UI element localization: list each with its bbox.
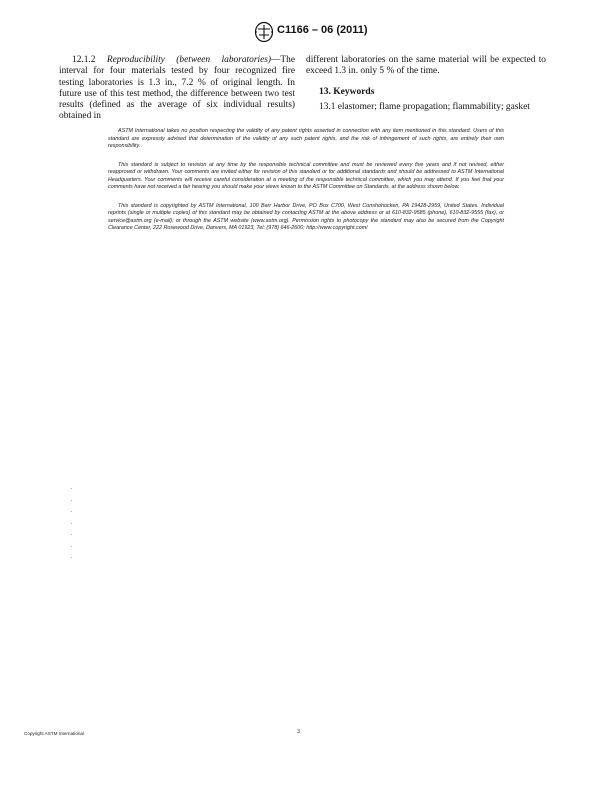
continuation-text: different laboratories on the same material will be expected to exceed 1.3 in. only 5 % of the time. — [306, 55, 546, 77]
footer-copyright: Copyright ASTM International — [24, 731, 85, 736]
astm-logo-icon — [254, 21, 274, 43]
margin-dots — [71, 488, 73, 558]
left-column — [59, 55, 295, 123]
copyright-notice: This standard is copyrighted by ASTM International, 100 Barr Harbor Drive, PO Box C700, West Conshohocken, PA 19428-2959, United States. Individual reprints (single or multiple copies) of this standard may be obtained by contacting ASTM at the above address or at 610-832-9585 (phone), 610-832-9555 (fax), or service@astm.org (e-mail); or through the ASTM website (www.astm.org). Permission rights to photocopy the standard may also be secured from the Copyright Clearance Center, 222 Rosewood Drive, Danvers, MA 01923, Tel: (978) 646-2600; http://www.copyright.com/ — [108, 202, 504, 231]
right-column — [306, 55, 546, 113]
section-12-1-2 — [59, 55, 295, 123]
keywords-heading: 13. Keywords — [319, 86, 375, 97]
astm-notices — [108, 128, 504, 244]
section-number: 12.1.2 — [72, 55, 96, 65]
page-header — [0, 19, 600, 43]
page-number: 3 — [297, 729, 301, 735]
section-term: Reproducibility (between laboratories) — [106, 55, 272, 65]
standard-designation: C1166 – 06 (2011) — [277, 24, 368, 36]
patent-notice: ASTM International takes no position respecting the validity of any patent rights asserted in connection with any item mentioned in this standard. Users of this standard are expressly advised that determination of the validity of any such patent rights, and the risk of infringement of such rights, are entirely their own responsibility. — [108, 128, 504, 149]
keywords-text: 13.1 elastomer; flame propagation; flammability; gasket — [319, 101, 530, 112]
revision-notice: This standard is subject to revision at any time by the responsible technical committee and must be reviewed every five years and if not revised, either reapproved or withdrawn. Your comments are invited either for revision of this standard or for additional standards and should be addressed to ASTM International Headquarters. Your comments will receive careful consideration at a meeting of the responsible technical committee, which you may attend. If you feel that your comments have not received a fair hearing you should make your views known to the ASTM Committee on Standards, at the address shown below. — [108, 161, 504, 190]
section-body: —The interval for four materials tested by four recognized fire testing laboratories is 1.3 in., 7.2 % of original length. In future use of this test method, the difference between two test results (defined as the average of six individual results) obtained in — [59, 55, 295, 122]
